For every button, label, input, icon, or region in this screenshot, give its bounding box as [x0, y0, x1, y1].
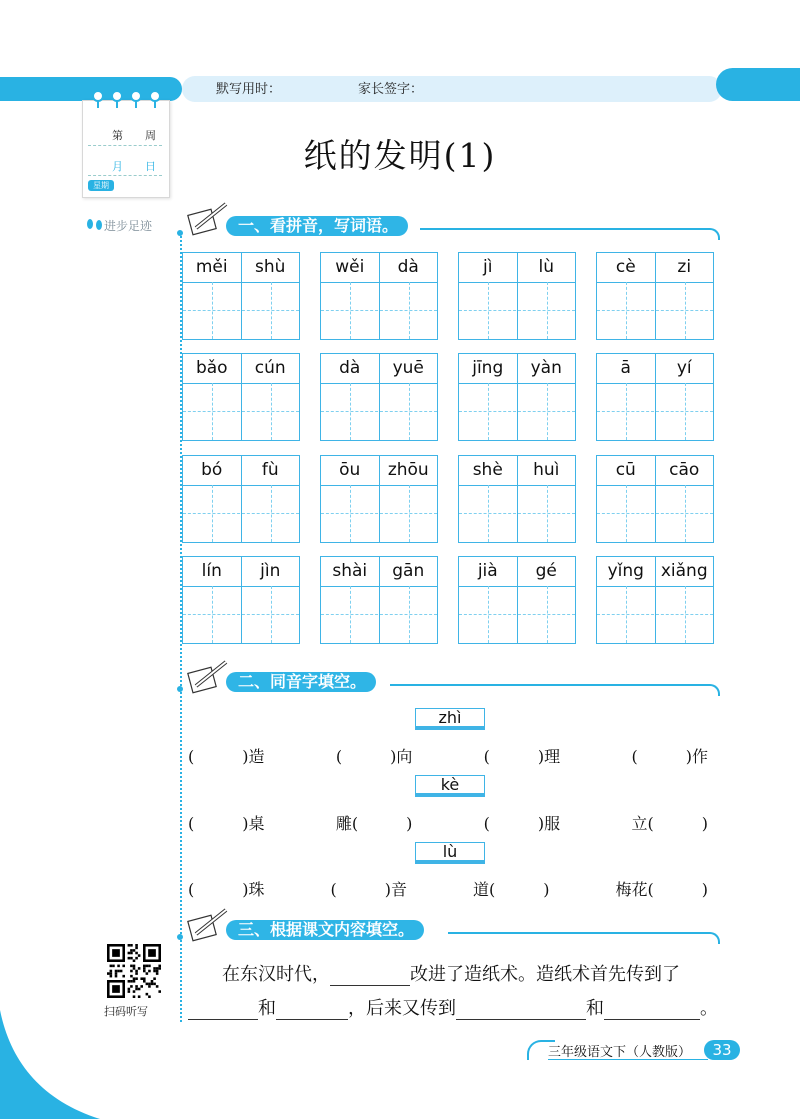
pinyin-syllable: cū — [615, 460, 636, 480]
section-1-title: 一、看拼音，写词语。 — [226, 216, 408, 236]
writing-area[interactable] — [183, 586, 299, 643]
pinyin-syllable: bó — [201, 460, 223, 480]
writing-area[interactable] — [597, 485, 713, 542]
word-box — [182, 252, 300, 340]
homophone-blank[interactable]: 梅花( ) — [615, 880, 708, 899]
writing-area[interactable] — [183, 282, 299, 339]
word-box — [320, 252, 438, 340]
section-2-title: 二、同音字填空。 — [226, 672, 376, 692]
homophone-row — [188, 877, 708, 900]
page-title: 纸的发明(1) — [303, 136, 497, 175]
pinyin-syllable: jì — [483, 257, 493, 277]
writing-area[interactable] — [183, 383, 299, 440]
word-box — [320, 353, 438, 441]
writing-area[interactable] — [459, 485, 575, 542]
writing-area[interactable] — [459, 586, 575, 643]
homophone-blank[interactable]: ( )服 — [483, 814, 561, 833]
word-box — [458, 556, 576, 644]
pinyin-syllable: gé — [517, 557, 576, 586]
word-box — [596, 455, 714, 543]
header-band-right — [716, 68, 800, 101]
word-box — [596, 252, 714, 340]
corner-decoration — [0, 1010, 100, 1119]
pinyin-syllable: yǐng — [607, 561, 644, 581]
word-box — [320, 556, 438, 644]
section-3-title: 三、根据课文内容填空。 — [226, 920, 424, 940]
week-label: 第 周 — [112, 129, 156, 142]
homophone-tag: zhì — [415, 708, 485, 730]
pinyin-syllable: shài — [332, 561, 368, 581]
homophone-tag: lù — [415, 842, 485, 864]
homophone-blank[interactable]: ( )音 — [330, 880, 407, 899]
pinyin-syllable: fù — [241, 456, 300, 485]
footprints-icon — [84, 216, 106, 232]
pinyin-syllable: jīng — [472, 358, 504, 378]
page-number: 33 — [704, 1040, 740, 1060]
writing-area[interactable] — [321, 586, 437, 643]
word-box — [182, 455, 300, 543]
word-box — [320, 455, 438, 543]
answer-blank[interactable] — [604, 1001, 700, 1020]
pinyin-syllable: dà — [339, 358, 361, 378]
homophone-blank[interactable]: 道( ) — [473, 880, 550, 899]
pinyin-syllable: zhōu — [379, 456, 438, 485]
pencil-paper-icon — [186, 656, 230, 696]
pinyin-syllable: ōu — [339, 460, 361, 480]
pinyin-syllable: jià — [477, 561, 498, 581]
pinyin-syllable: jìn — [241, 557, 300, 586]
answer-blank[interactable] — [330, 967, 410, 986]
pinyin-syllable: wěi — [335, 257, 365, 277]
homophone-blank[interactable]: 立( ) — [631, 814, 708, 833]
pencil-paper-icon — [186, 198, 230, 238]
writing-area[interactable] — [459, 282, 575, 339]
homophone-blank[interactable]: ( )珠 — [188, 880, 265, 899]
writing-area[interactable] — [597, 282, 713, 339]
book-label: 三年级语文下（人教版） — [548, 1045, 692, 1060]
writing-area[interactable] — [597, 586, 713, 643]
pinyin-syllable: zi — [655, 253, 714, 282]
pinyin-syllable: shè — [472, 460, 503, 480]
word-box — [596, 353, 714, 441]
homophone-blank[interactable]: ( )造 — [188, 747, 265, 766]
homophone-blank[interactable]: 雕( ) — [335, 814, 413, 833]
pinyin-syllable: yí — [655, 354, 714, 383]
answer-blank[interactable] — [456, 1001, 586, 1020]
homophone-blank[interactable]: ( )向 — [335, 747, 413, 766]
homophone-blank[interactable]: ( )作 — [631, 747, 708, 766]
pinyin-syllable: lù — [517, 253, 576, 282]
pinyin-syllable: gān — [379, 557, 438, 586]
pinyin-syllable: měi — [195, 257, 228, 277]
answer-blank[interactable] — [276, 1001, 348, 1020]
pinyin-syllable: huì — [517, 456, 576, 485]
homophone-row — [188, 811, 708, 834]
weekday-badge: 星期 — [88, 180, 114, 191]
pinyin-syllable: cè — [615, 257, 636, 277]
word-box — [182, 556, 300, 644]
pinyin-syllable: shù — [241, 253, 300, 282]
dictation-time-label: 默写用时： — [216, 82, 282, 97]
pinyin-syllable: cún — [241, 354, 300, 383]
writing-area[interactable] — [597, 383, 713, 440]
motto: 进步足迹 — [104, 219, 153, 233]
homophone-blank[interactable]: ( )理 — [483, 747, 561, 766]
pinyin-syllable: yàn — [517, 354, 576, 383]
homophone-tag: kè — [415, 775, 485, 797]
homophone-blank[interactable]: ( )桌 — [188, 814, 265, 833]
writing-area[interactable] — [459, 383, 575, 440]
pinyin-syllable: ā — [620, 358, 631, 378]
word-box — [182, 353, 300, 441]
pinyin-syllable: yuē — [379, 354, 438, 383]
fill-line-2: 和 ，后来又传到 和 。 — [188, 994, 718, 1020]
pencil-paper-icon — [186, 904, 230, 944]
date-label: 月 日 — [112, 160, 156, 173]
word-box — [458, 353, 576, 441]
word-box — [458, 455, 576, 543]
pinyin-syllable: dà — [379, 253, 438, 282]
pinyin-syllable: lín — [201, 561, 222, 581]
qr-label: 扫码听写 — [104, 1005, 148, 1018]
pinyin-syllable: cāo — [655, 456, 714, 485]
writing-area[interactable] — [321, 485, 437, 542]
parent-sign-label: 家长签字： — [358, 82, 424, 97]
writing-area[interactable] — [183, 485, 299, 542]
word-box — [458, 252, 576, 340]
answer-blank[interactable] — [188, 1001, 258, 1020]
pinyin-syllable: bǎo — [195, 358, 228, 378]
qr-code-icon[interactable] — [107, 944, 161, 998]
writing-area[interactable] — [321, 282, 437, 339]
fill-line-1: 在东汉时代， 改进了造纸术。造纸术首先传到了 — [222, 964, 680, 985]
writing-area[interactable] — [321, 383, 437, 440]
word-box — [596, 556, 714, 644]
homophone-row — [188, 744, 708, 767]
pinyin-syllable: xiǎng — [655, 557, 714, 586]
